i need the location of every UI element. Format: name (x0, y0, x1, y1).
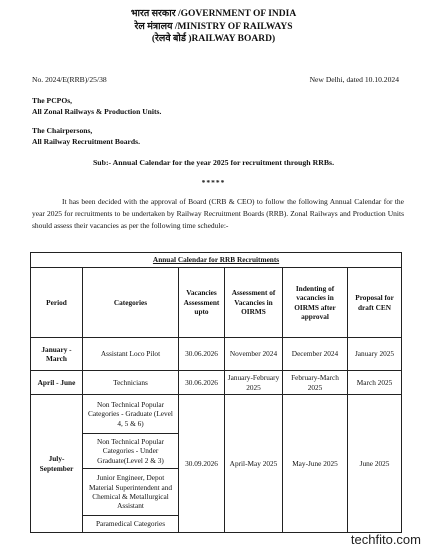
cell-indenting: December 2024 (283, 338, 348, 371)
subject-line: Sub:- Annual Calendar for the year 2025 for recruitment through RRBs. (92, 158, 335, 167)
letterhead-line-government: भारत सरकार /GOVERNMENT OF INDIA (130, 9, 297, 19)
separator-stars: ***** (201, 178, 226, 187)
addressee-org: All Zonal Railways & Production Units. (32, 106, 162, 116)
addressee-title: The PCPOs, (32, 96, 73, 105)
letter-number: No. 2024/E(RRB)/25/38 (32, 75, 107, 84)
addressee-chairpersons (32, 126, 140, 147)
header-proposal: Proposal for draft CEN (348, 268, 402, 338)
header-period: Period (31, 268, 83, 338)
cell-period: January - March (31, 338, 83, 371)
header-vacancies: Vacancies Assessment upto (179, 268, 225, 338)
cell-indenting: May-June 2025 (283, 395, 348, 533)
cell-category: Technicians (83, 371, 179, 395)
addressee-org: All Railway Recruitment Boards. (32, 136, 140, 146)
cell-assessment: January-February 2025 (225, 371, 283, 395)
cell-category: Non Technical Popular Categories - Under Graduate(Level 2 & 3) (83, 434, 179, 469)
place-and-date: New Delhi, dated 10.10.2024 (309, 75, 399, 84)
watermark: techfito.com (350, 532, 421, 547)
cell-vacancies: 30.06.2026 (179, 371, 225, 395)
cell-category: Paramedical Categories (83, 516, 179, 533)
body-paragraph: It has been decided with the approval of Board (CRB & CEO) to follow the following Annual Calendar for the year 2025 for recruitments to be undertaken by Railway Recruitment Boards (RRB). Zonal Railways and Production Units should assess their vacancies as per the following time schedule:- (32, 197, 404, 231)
table-row (31, 395, 402, 434)
cell-vacancies: 30.09.2026 (179, 395, 225, 533)
cell-category: Assistant Loco Pilot (83, 338, 179, 371)
addressee-pcpos (32, 96, 161, 117)
reference-line (32, 75, 399, 84)
cell-assessment: November 2024 (225, 338, 283, 371)
cell-assessment: April-May 2025 (225, 395, 283, 533)
addressee-title: The Chairpersons, (32, 126, 93, 135)
recruitment-calendar-table (30, 252, 402, 533)
cell-indenting: February-March 2025 (283, 371, 348, 395)
cell-period: July-September (31, 395, 83, 533)
letterhead-line-board: (रेलवे बोर्ड )RAILWAY BOARD) (151, 34, 276, 44)
cell-vacancies: 30.06.2026 (179, 338, 225, 371)
letterhead-line-ministry: रेल मंत्रालय /MINISTRY OF RAILWAYS (134, 21, 293, 32)
table-row (31, 371, 402, 395)
cell-category: Junior Engineer, Depot Material Superintendent and Chemical & Metallurgical Assistant (83, 469, 179, 516)
cell-proposal: March 2025 (348, 371, 402, 395)
table-title: Annual Calendar for RRB Recruitments (31, 253, 402, 268)
table-row (31, 338, 402, 371)
cell-period: April - June (31, 371, 83, 395)
cell-proposal: January 2025 (348, 338, 402, 371)
letterhead (0, 8, 427, 46)
header-indenting: Indenting of vacancies in OIRMS after approval (283, 268, 348, 338)
cell-proposal: June 2025 (348, 395, 402, 533)
cell-category: Non Technical Popular Categories - Graduate (Level 4, 5 & 6) (83, 395, 179, 434)
header-assessment: Assessment of Vacancies in OIRMS (225, 268, 283, 338)
header-categories: Categories (83, 268, 179, 338)
